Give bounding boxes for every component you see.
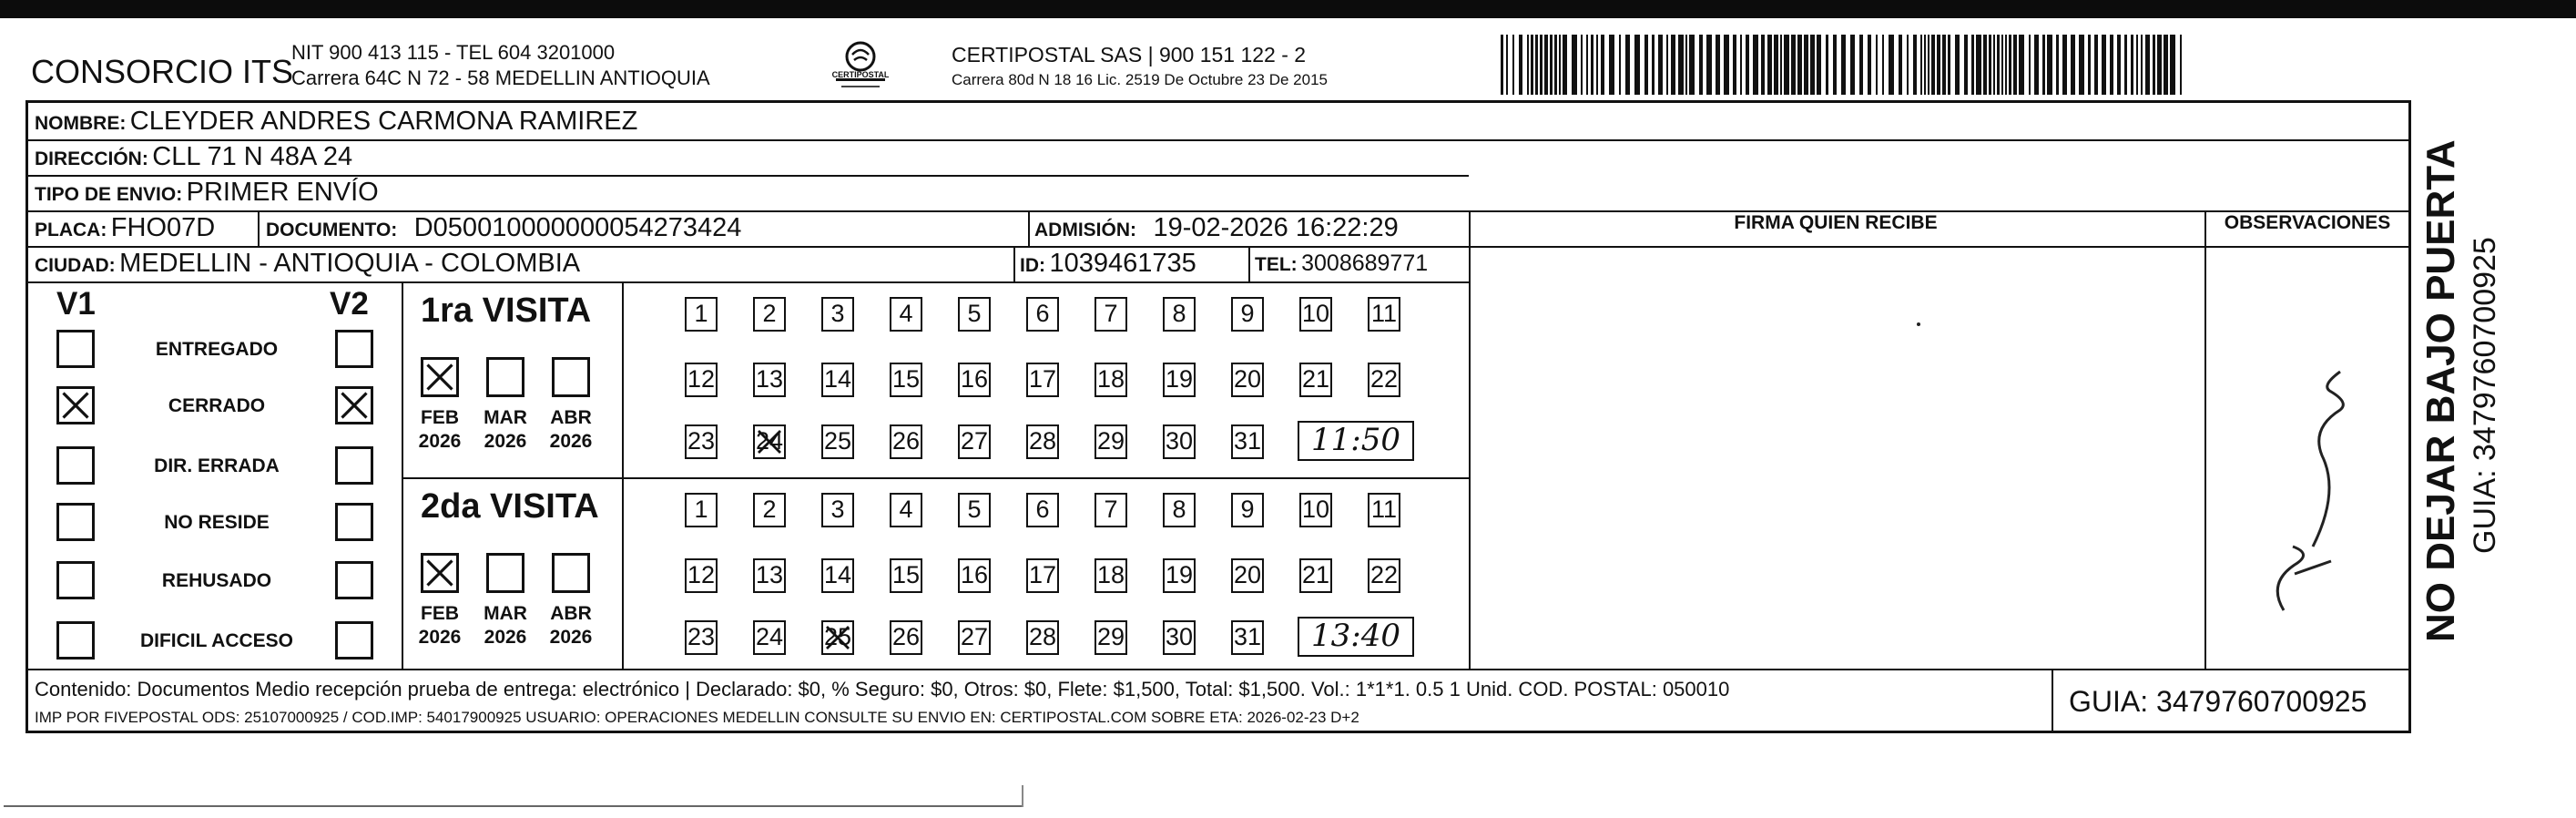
barcode-bar	[1889, 35, 1894, 95]
v2-label: V2	[330, 286, 369, 322]
barcode-bar	[2131, 35, 2133, 95]
courier-license: Carrera 80d N 18 16 Lic. 2519 De Octubre 23 De 2015	[952, 71, 1328, 88]
barcode-bar	[1689, 35, 1695, 95]
month-name: ABR	[550, 603, 592, 624]
v2-checkbox[interactable]	[335, 386, 373, 424]
day-box[interactable]: 1	[685, 493, 718, 527]
ciudad-field	[35, 249, 580, 279]
barcode-bar	[1817, 35, 1821, 95]
barcode-bar	[2153, 35, 2155, 95]
day-box[interactable]: 18	[1095, 363, 1127, 397]
day-box[interactable]: 22	[1368, 363, 1400, 397]
day-box[interactable]: 3	[821, 297, 854, 332]
month-label	[408, 406, 472, 454]
day-box[interactable]: 5	[958, 493, 991, 527]
day-box[interactable]: 2	[753, 493, 786, 527]
barcode-bar	[1804, 35, 1808, 95]
month-checkbox[interactable]	[552, 357, 590, 397]
month-checkbox[interactable]	[486, 357, 524, 397]
barcode-bar	[1920, 35, 1922, 95]
day-box[interactable]	[821, 620, 854, 655]
barcode-bar	[1882, 35, 1884, 95]
barcode-bar	[2009, 35, 2011, 95]
courier-nit: CERTIPOSTAL SAS | 900 151 122 - 2	[952, 43, 1307, 66]
v1-checkbox[interactable]	[56, 561, 95, 599]
barcode-bar	[2042, 35, 2045, 95]
day-box[interactable]: 8	[1163, 493, 1196, 527]
barcode-bar	[1644, 35, 1648, 95]
company-nit: NIT 900 413 115 - TEL 604 3201000	[291, 41, 616, 64]
status-option-label: ENTREGADO	[155, 339, 279, 360]
barcode-bar	[1955, 35, 1960, 95]
day-box[interactable]: 15	[890, 558, 922, 593]
tipo-envio-row	[35, 178, 379, 208]
courier-info	[952, 42, 1328, 93]
day-number: 24	[755, 427, 784, 455]
placa-field	[35, 213, 215, 243]
admision-field	[1034, 213, 1399, 243]
barcode-bar	[1572, 35, 1577, 95]
tel-field	[1255, 251, 1428, 277]
month-label	[539, 602, 603, 649]
barcode-bar	[2136, 35, 2138, 95]
barcode-bar	[1826, 35, 1828, 95]
barcode-bar	[1658, 35, 1663, 95]
day-box[interactable]: 30	[1163, 620, 1196, 655]
day-box[interactable]: 12	[685, 363, 718, 397]
barcode-bar	[1501, 35, 1503, 95]
barcode-bar	[1746, 35, 1749, 95]
v2-checkbox[interactable]	[335, 561, 373, 599]
barcode-bar	[1591, 35, 1593, 95]
month-name: MAR	[484, 603, 527, 624]
id-label: ID:	[1020, 255, 1045, 276]
day-box[interactable]: 14	[821, 558, 854, 593]
barcode-bar	[2019, 35, 2024, 95]
visit-title: 1ra VISITA	[421, 291, 592, 330]
day-box[interactable]: 28	[1026, 620, 1059, 655]
month-year: 2026	[418, 431, 462, 452]
barcode-bar	[1784, 35, 1789, 95]
day-box[interactable]: 20	[1231, 558, 1264, 593]
day-box[interactable]: 13	[753, 558, 786, 593]
barcode-bar	[1563, 35, 1567, 95]
day-box[interactable]: 6	[1026, 493, 1059, 527]
barcode-bar	[1554, 35, 1557, 95]
bottom-edge-notch	[1022, 785, 1023, 807]
barcode-bar	[2141, 35, 2143, 95]
day-mark	[755, 426, 784, 457]
barcode-bar	[2005, 35, 2007, 95]
barcode-bar	[2102, 35, 2106, 95]
status-option-label: DIR. ERRADA	[154, 455, 280, 476]
barcode-bar	[2117, 35, 2121, 95]
barcode-bar	[2110, 35, 2113, 95]
x-mark-icon	[59, 389, 92, 422]
barcode-bar	[1907, 35, 1909, 95]
day-box[interactable]: 13	[753, 363, 786, 397]
logo-caption: CERTIPOSTAL	[831, 70, 890, 79]
company-info	[291, 40, 710, 91]
firma-header: FIRMA QUIEN RECIBE	[1734, 212, 1938, 233]
day-box[interactable]: 28	[1026, 424, 1059, 459]
barcode-bar	[1774, 35, 1778, 95]
day-box[interactable]: 10	[1299, 493, 1332, 527]
day-box[interactable]: 4	[890, 493, 922, 527]
barcode-bar	[1581, 35, 1583, 95]
barcode-bar	[2079, 35, 2084, 95]
documento-field	[266, 213, 741, 243]
barcode-bar	[1989, 35, 1991, 95]
day-box[interactable]	[753, 424, 786, 459]
barcode-bar	[2164, 35, 2168, 95]
barcode-bar	[1540, 35, 1543, 95]
day-box[interactable]: 29	[1095, 424, 1127, 459]
day-box[interactable]: 20	[1231, 363, 1264, 397]
barcode-bar	[1928, 35, 1929, 95]
day-box[interactable]: 3	[821, 493, 854, 527]
barcode-bar	[1685, 35, 1687, 95]
barcode-bar	[1948, 35, 1950, 95]
barcode-bar	[1512, 35, 1514, 95]
barcode-bar	[1596, 35, 1598, 95]
placa-value: FHO07D	[110, 213, 216, 242]
day-box[interactable]: 27	[958, 424, 991, 459]
stray-dot	[1917, 322, 1920, 326]
hour-box[interactable]	[1298, 617, 1414, 657]
month-name: MAR	[484, 407, 527, 428]
day-box[interactable]: 21	[1299, 558, 1332, 593]
barcode-bar	[2071, 35, 2075, 95]
day-box[interactable]: 19	[1163, 363, 1196, 397]
day-box[interactable]: 1	[685, 297, 718, 332]
barcode-bar	[2062, 35, 2067, 95]
bottom-edge-line	[4, 805, 1023, 807]
month-label	[473, 406, 537, 454]
day-box[interactable]: 19	[1163, 558, 1196, 593]
barcode-bar	[1527, 35, 1529, 95]
day-box[interactable]: 5	[958, 297, 991, 332]
barcode-bar	[1780, 35, 1782, 95]
direccion-label: DIRECCIÓN:	[35, 148, 148, 169]
day-box[interactable]: 8	[1163, 297, 1196, 332]
day-box[interactable]: 12	[685, 558, 718, 593]
status-option-label: DIFICIL ACCESO	[139, 630, 293, 651]
day-box[interactable]: 9	[1231, 493, 1264, 527]
direccion-value: CLL 71 N 48A 24	[152, 142, 353, 171]
barcode	[1501, 35, 2182, 95]
day-box[interactable]: 6	[1026, 297, 1059, 332]
id-value: 1039461735	[1049, 249, 1196, 278]
barcode-bar	[1601, 35, 1604, 95]
signature-mark	[2204, 355, 2411, 629]
barcode-bar	[1899, 35, 1902, 95]
day-box[interactable]: 10	[1299, 297, 1332, 332]
barcode-bar	[1993, 35, 1995, 95]
barcode-bar	[1733, 35, 1736, 95]
day-box[interactable]: 21	[1299, 363, 1332, 397]
day-box[interactable]: 11	[1368, 297, 1400, 332]
barcode-bar	[2094, 35, 2098, 95]
month-year: 2026	[549, 431, 593, 452]
day-box[interactable]: 27	[958, 620, 991, 655]
x-mark-icon	[823, 622, 852, 653]
nombre-value: CLEYDER ANDRES CARMONA RAMIREZ	[129, 107, 638, 136]
barcode-bar	[2157, 35, 2162, 95]
day-box[interactable]: 7	[1095, 493, 1127, 527]
v1-label: V1	[56, 286, 96, 322]
day-box[interactable]: 17	[1026, 558, 1059, 593]
x-mark-icon	[338, 389, 371, 422]
barcode-bar	[1997, 35, 2000, 95]
v2-checkbox[interactable]	[335, 330, 373, 368]
barcode-bar	[1913, 35, 1917, 95]
barcode-bar	[1535, 35, 1538, 95]
month-checkbox[interactable]	[421, 357, 459, 397]
v1-checkbox[interactable]	[56, 386, 95, 424]
barcode-bar	[1841, 35, 1846, 95]
barcode-bar	[1550, 35, 1553, 95]
barcode-bar	[1868, 35, 1871, 95]
admision-label: ADMISIÓN:	[1034, 220, 1136, 240]
barcode-bar	[1724, 35, 1729, 95]
day-box[interactable]: 16	[958, 363, 991, 397]
barcode-bar	[1850, 35, 1855, 95]
barcode-bar	[1740, 35, 1742, 95]
barcode-bar	[1544, 35, 1548, 95]
admision-value: 19-02-2026 16:22:29	[1153, 213, 1399, 242]
barcode-bar	[1586, 35, 1588, 95]
barcode-bar	[1652, 35, 1655, 95]
day-box[interactable]: 18	[1095, 558, 1127, 593]
certipostal-logo	[829, 35, 892, 102]
barcode-bar	[2056, 35, 2059, 95]
status-option-label: NO RESIDE	[164, 512, 270, 533]
day-box[interactable]: 14	[821, 363, 854, 397]
id-field	[1020, 249, 1196, 279]
day-box[interactable]: 17	[1026, 363, 1059, 397]
day-number: 25	[823, 623, 852, 650]
x-mark-icon	[423, 556, 456, 590]
v1-checkbox[interactable]	[56, 446, 95, 485]
barcode-bar	[1519, 35, 1522, 95]
barcode-bar	[1833, 35, 1837, 95]
barcode-bar	[1976, 35, 1981, 95]
barcode-bar	[2001, 35, 2003, 95]
footer-print-info: IMP POR FIVEPOSTAL ODS: 25107000925 / COD.IMP: 54017900925 USUARIO: OPERACIONES MEDELLIN CONSULTE SU ENVIO EN: CERTIPOSTAL.COM SOBRE ETA: 2026-02-23 D+2	[35, 709, 1359, 726]
barcode-bar	[1671, 35, 1675, 95]
barcode-bar	[1971, 35, 1974, 95]
day-box[interactable]: 29	[1095, 620, 1127, 655]
month-checkbox[interactable]	[421, 553, 459, 593]
x-mark-icon	[423, 360, 456, 394]
x-mark-icon	[755, 426, 784, 457]
day-box[interactable]: 16	[958, 558, 991, 593]
hour-box[interactable]	[1298, 421, 1414, 461]
month-label	[473, 602, 537, 649]
barcode-bar	[1678, 35, 1684, 95]
v1-checkbox[interactable]	[56, 503, 95, 541]
month-label	[539, 406, 603, 454]
day-box[interactable]: 9	[1231, 297, 1264, 332]
day-box[interactable]: 4	[890, 297, 922, 332]
barcode-bar	[1753, 35, 1758, 95]
documento-value: D050010000000054273424	[413, 213, 742, 242]
day-box[interactable]: 26	[890, 620, 922, 655]
side-guia: GUIA: 3479760700925	[2468, 237, 2502, 554]
day-box[interactable]: 2	[753, 297, 786, 332]
hour-handwritten: 13:40	[1311, 618, 1400, 654]
barcode-bar	[1983, 35, 1987, 95]
v2-checkbox[interactable]	[335, 621, 373, 660]
placa-label: PLACA:	[35, 220, 107, 240]
documento-label: DOCUMENTO:	[266, 220, 398, 240]
v1-checkbox[interactable]	[56, 621, 95, 660]
company-name: CONSORCIO ITS	[31, 53, 294, 90]
observaciones-header: OBSERVACIONES	[2224, 212, 2391, 233]
day-box[interactable]: 22	[1368, 558, 1400, 593]
barcode-bar	[1942, 35, 1946, 95]
v2-checkbox[interactable]	[335, 446, 373, 485]
barcode-bar	[2145, 35, 2150, 95]
status-option-label: REHUSADO	[161, 570, 272, 591]
company-address: Carrera 64C N 72 - 58 MEDELLIN ANTIOQUIA	[291, 66, 710, 89]
day-box[interactable]: 31	[1231, 424, 1264, 459]
barcode-bar	[1609, 35, 1614, 95]
barcode-bar	[2013, 35, 2017, 95]
day-box[interactable]: 24	[753, 620, 786, 655]
month-checkbox[interactable]	[552, 553, 590, 593]
barcode-bar	[1767, 35, 1772, 95]
barcode-bar	[1634, 35, 1640, 95]
footer-guia: GUIA: 3479760700925	[2069, 685, 2367, 718]
top-edge-bar	[0, 0, 2576, 18]
tel-label: TEL:	[1255, 254, 1298, 275]
day-box[interactable]: 11	[1368, 493, 1400, 527]
day-box[interactable]: 23	[685, 620, 718, 655]
nombre-label: NOMBRE:	[35, 113, 127, 134]
v2-checkbox[interactable]	[335, 503, 373, 541]
barcode-bar	[1810, 35, 1815, 95]
barcode-bar	[2088, 35, 2091, 95]
month-name: ABR	[550, 407, 592, 428]
no-dejar-warning: NO DEJAR BAJO PUERTA	[2418, 139, 2463, 642]
month-year: 2026	[484, 627, 527, 648]
barcode-bar	[2170, 35, 2175, 95]
barcode-bar	[1625, 35, 1630, 95]
day-box[interactable]: 31	[1231, 620, 1264, 655]
barcode-bar	[1619, 35, 1621, 95]
barcode-bar	[1797, 35, 1802, 95]
day-mark	[823, 622, 852, 653]
barcode-bar	[2029, 35, 2031, 95]
tel-value: 3008689771	[1301, 251, 1429, 276]
month-name: FEB	[421, 603, 459, 624]
barcode-bar	[1859, 35, 1863, 95]
barcode-bar	[1699, 35, 1703, 95]
barcode-bar	[1791, 35, 1796, 95]
month-checkbox[interactable]	[486, 553, 524, 593]
logo-icon	[829, 35, 892, 102]
barcode-bar	[1876, 35, 1878, 95]
ciudad-value: MEDELLIN - ANTIOQUIA - COLOMBIA	[119, 249, 581, 278]
tipo-envio-value: PRIMER ENVÍO	[186, 178, 379, 207]
v1-checkbox[interactable]	[56, 330, 95, 368]
barcode-bar	[1761, 35, 1765, 95]
day-box[interactable]: 23	[685, 424, 718, 459]
footer-content: Contenido: Documentos Medio recepción prueba de entrega: electrónico | Declarado: $0, % Seguro: $0, Otros: $0, Flete: $1,500, Total: $1,500. Vol.: 1*1*1. 0.5 1 Unid. COD. POSTAL: 050010	[35, 678, 1730, 700]
day-box[interactable]: 26	[890, 424, 922, 459]
barcode-bar	[2180, 35, 2182, 95]
nombre-row	[35, 107, 637, 137]
status-option-label: CERRADO	[168, 395, 266, 416]
barcode-bar	[1706, 35, 1712, 95]
visit-title: 2da VISITA	[421, 487, 599, 526]
month-label	[408, 602, 472, 649]
day-box[interactable]: 25	[821, 424, 854, 459]
day-box[interactable]: 30	[1163, 424, 1196, 459]
barcode-bar	[1531, 35, 1533, 95]
barcode-bar	[2124, 35, 2127, 95]
barcode-bar	[2047, 35, 2052, 95]
month-year: 2026	[549, 627, 593, 648]
direccion-row	[35, 142, 352, 172]
barcode-bar	[1559, 35, 1561, 95]
hour-handwritten: 11:50	[1311, 422, 1400, 458]
ciudad-label: CIUDAD:	[35, 255, 116, 276]
month-year: 2026	[418, 627, 462, 648]
month-year: 2026	[484, 431, 527, 452]
delivery-form	[25, 100, 2411, 733]
barcode-bar	[1931, 35, 1935, 95]
month-name: FEB	[421, 407, 459, 428]
barcode-bar	[1964, 35, 1968, 95]
barcode-bar	[1716, 35, 1720, 95]
tipo-envio-label: TIPO DE ENVIO:	[35, 184, 183, 205]
barcode-bar	[2034, 35, 2039, 95]
barcode-bar	[1924, 35, 1926, 95]
barcode-bar	[1666, 35, 1668, 95]
day-box[interactable]: 15	[890, 363, 922, 397]
barcode-bar	[1937, 35, 1940, 95]
barcode-bar	[1506, 35, 1508, 95]
day-box[interactable]: 7	[1095, 297, 1127, 332]
